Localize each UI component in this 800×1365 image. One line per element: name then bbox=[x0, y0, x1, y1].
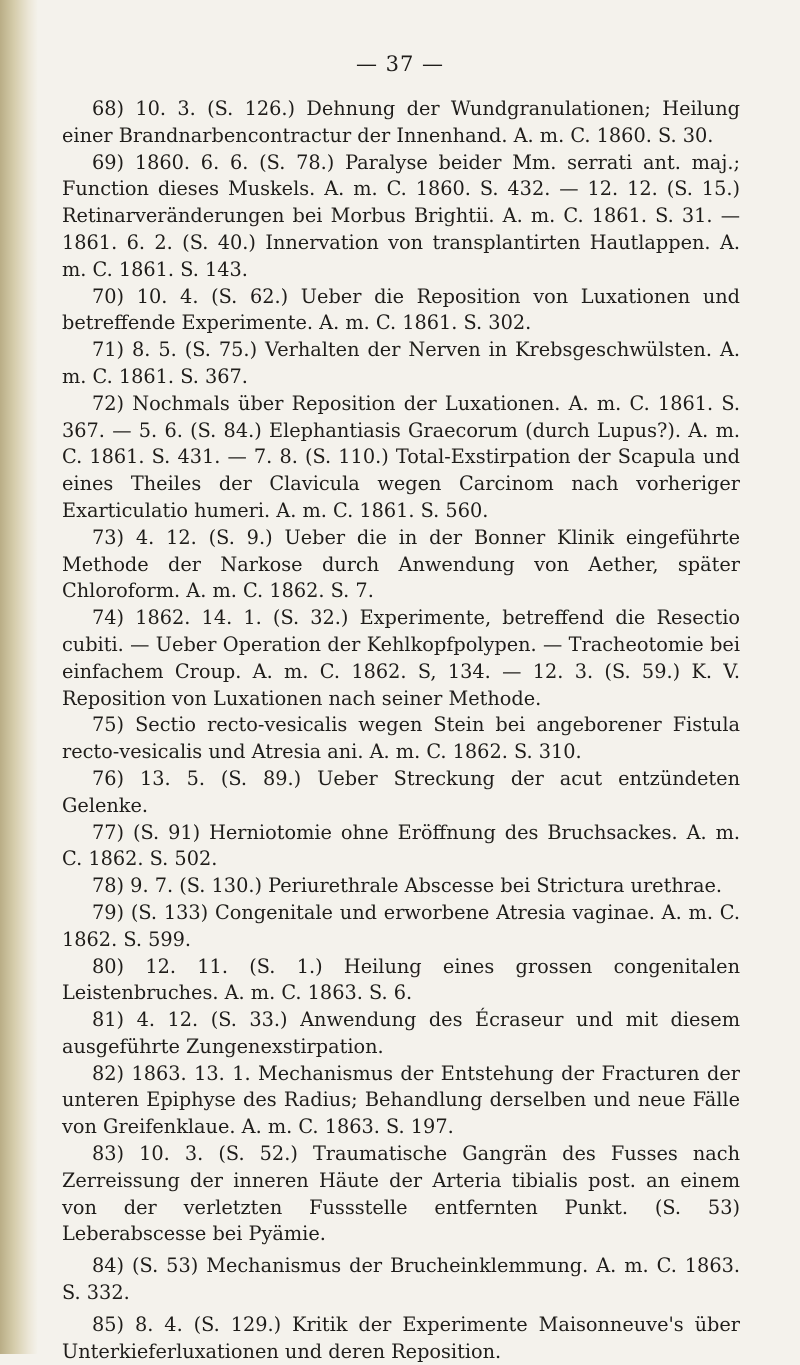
entry-84: 84) (S. 53) Mechanismus der Brucheinklemmung. A. m. C. 1863. S. 332. bbox=[62, 1254, 740, 1305]
entry-73: 73) 4. 12. (S. 9.) Ueber die in der Bonner Klinik eingeführte Methode der Narkose durch Anwendung von Aether, später Chloroform. A. m. C. 1862. S. 7. bbox=[62, 525, 740, 603]
entry-69: 69) 1860. 6. 6. (S. 78.) Paralyse beider Mm. serrati ant. maj.; Function dieses Muskels. A. m. C. 1860. S. 432. — 12. 12. (S. 15.) Retinarveränderungen bei Morbus Brightii. A. m. C. 1861. S. 31. — 1861. 6. 2. (S. 40.) Innervation von transplantirten Hautlappen. A. m. C. 1861. S. 143. bbox=[62, 150, 740, 281]
entry-80: 80) 12. 11. (S. 1.) Heilung eines grossen congenitalen Leistenbruches. A. m. C. 1863. S. 6. bbox=[62, 954, 740, 1005]
book-spine-shadow bbox=[0, 0, 38, 1354]
entries-list bbox=[62, 96, 740, 1365]
entry-74: 74) 1862. 14. 1. (S. 32.) Experimente, betreffend die Resectio cubiti. — Ueber Operation der Kehlkopfpolypen. — Tracheotomie bei einfachem Croup. A. m. C. 1862. S, 134. — 12. 3. (S. 59.) K. V. Reposition von Luxationen nach seiner Methode. bbox=[62, 606, 740, 710]
entry-76: 76) 13. 5. (S. 89.) Ueber Streckung der acut entzündeten Gelenke. bbox=[62, 766, 740, 817]
entry-75: 75) Sectio recto-vesicalis wegen Stein bei angeborener Fistula recto-vesicalis und Atresia ani. A. m. C. 1862. S. 310. bbox=[62, 713, 740, 764]
entry-85: 85) 8. 4. (S. 129.) Kritik der Experimente Maisonneuve's über Unterkieferluxationen und deren Reposition. bbox=[62, 1312, 740, 1363]
entry-82: 82) 1863. 13. 1. Mechanismus der Entstehung der Fracturen der unteren Epiphyse des Radius; Behandlung derselben und neue Fälle von Greifenklaue. A. m. C. 1863. S. 197. bbox=[62, 1061, 740, 1139]
entry-72: 72) Nochmals über Reposition der Luxationen. A. m. C. 1861. S. 367. — 5. 6. (S. 84.) Elephantiasis Graecorum (durch Lupus?). A. m. C. 1861. S. 431. — 7. 8. (S. 110.) Total-Exstirpation der Scapula und eines Theiles der Clavicula wegen Carcinom nach vorheriger Exarticulatio humeri. A. m. C. 1861. S. 560. bbox=[62, 391, 740, 522]
page-number-header: — 37 — bbox=[355, 52, 445, 76]
entry-77: 77) (S. 91) Herniotomie ohne Eröffnung des Bruchsackes. A. m. C. 1862. S. 502. bbox=[62, 820, 740, 871]
entry-70: 70) 10. 4. (S. 62.) Ueber die Reposition von Luxationen und betreffende Experimente. A. m. C. 1861. S. 302. bbox=[62, 284, 740, 335]
entry-68: 68) 10. 3. (S. 126.) Dehnung der Wundgranulationen; Heilung einer Brandnarbencontractur der Innenhand. A. m. C. 1860. S. 30. bbox=[62, 97, 740, 147]
entry-81: 81) 4. 12. (S. 33.) Anwendung des Écraseur und mit diesem ausgeführte Zungenexstirpation. bbox=[62, 1008, 740, 1058]
entry-83: 83) 10. 3. (S. 52.) Traumatische Gangrän des Fusses nach Zerreissung der inneren Häute der Arteria tibialis post. an einem von der verletzten Fussstelle entfernten Punkt. (S. 53) Leberabscesse bei Pyämie. bbox=[62, 1142, 740, 1246]
entry-79: 79) (S. 133) Congenitale und erworbene Atresia vaginae. A. m. C. 1862. S. 599. bbox=[62, 900, 740, 951]
entry-78: 78) 9. 7. (S. 130.) Periurethrale Abscesse bei Strictura urethrae. bbox=[92, 874, 723, 898]
entry-71: 71) 8. 5. (S. 75.) Verhalten der Nerven in Krebsgeschwülsten. A. m. C. 1861. S. 367. bbox=[62, 338, 740, 388]
